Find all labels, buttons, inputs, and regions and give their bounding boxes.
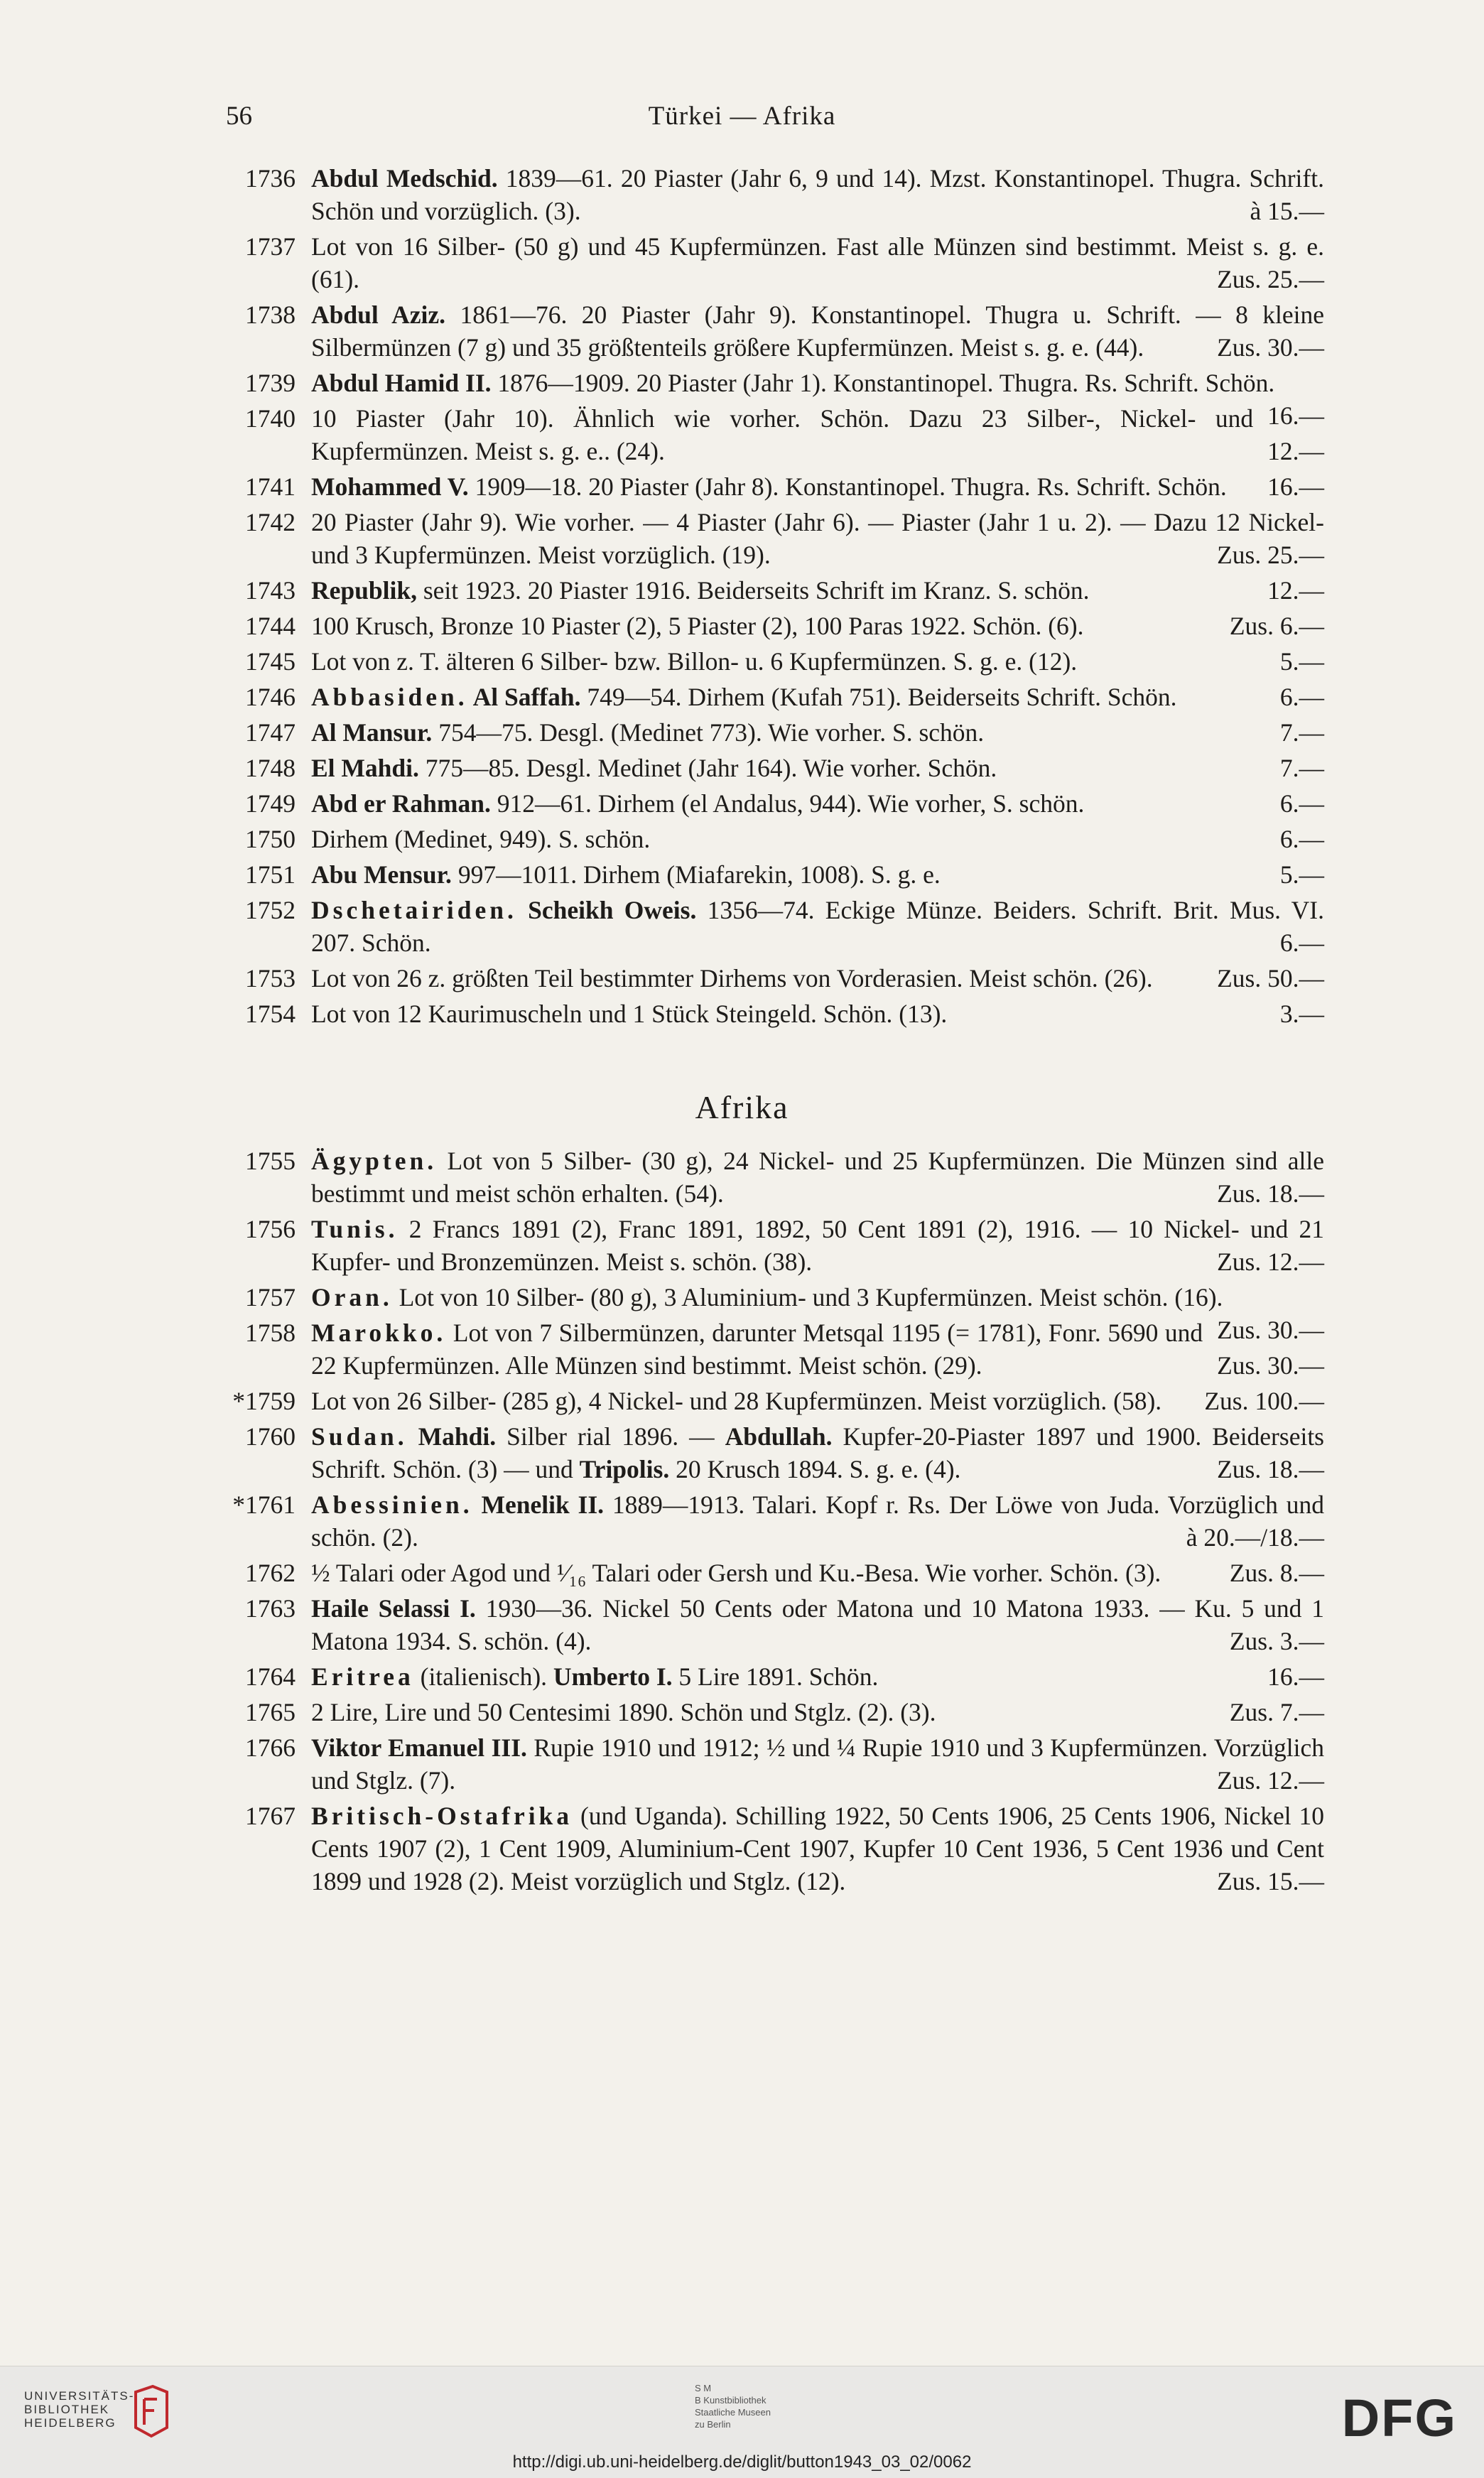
- lot-price: 5.—: [1279, 860, 1324, 889]
- lot-description: [311, 367, 1324, 430]
- lot-text: Lot von 26 z. größten Teil bestimmter Dirhems von Vorderasien. Meist schön. (26).: [311, 964, 1153, 992]
- lot-heading: Republik,: [311, 576, 417, 605]
- lot-description: [311, 298, 1324, 364]
- lot-heading: Viktor Emanuel III.: [311, 1733, 527, 1762]
- lot-entry: [245, 752, 1324, 784]
- lot-description: [311, 1731, 1324, 1797]
- footer-bar: [0, 2366, 1484, 2478]
- dfg-logo: DFG: [1341, 2388, 1457, 2447]
- lot-price: 6.—: [1279, 789, 1324, 818]
- lot-text: Dirhem (Medinet, 949). S. schön.: [311, 825, 651, 853]
- lot-number: 1752: [245, 896, 296, 924]
- lot-text: Lot von 12 Kaurimuscheln und 1 Stück Steingeld. Schön. (13).: [311, 1000, 948, 1028]
- lot-price: Zus. 18.—: [1217, 1455, 1324, 1483]
- lot-heading: Abdul Hamid II.: [311, 369, 492, 397]
- lot-price: 16.—: [1267, 472, 1324, 501]
- lot-text: ½ Talari oder Agod und ¹⁄₁₆ Talari oder Gersh und Ku.-Besa. Wie vorher. Schön. (3).: [311, 1559, 1161, 1587]
- lot-text: 1356—74. Eckige Münze. Beiders. Schrift. Brit. Mus. VI. 207. Schön.: [311, 896, 1324, 957]
- lot-text: 1861—76. 20 Piaster (Jahr 9). Konstantinopel. Thugra u. Schrift. — 8 kleine Silbermünzen (7 g) und 35 größtenteils größere Kupfermünzen. Meist s. g. e. (44).: [311, 301, 1324, 362]
- lot-description: [311, 610, 1324, 642]
- lot-number: 1766: [245, 1733, 296, 1762]
- lot-number: 1749: [245, 789, 296, 818]
- lot-description: [311, 506, 1324, 571]
- lot-price: Zus. 7.—: [1229, 1698, 1324, 1726]
- lot-price: 16.—: [1267, 401, 1324, 430]
- lot-text: 754—75. Desgl. (Medinet 773). Wie vorher. S. schön.: [432, 718, 985, 747]
- lot-number: 1743: [245, 576, 296, 605]
- lot-heading: Mahdi.: [407, 1422, 497, 1451]
- lot-entry: [245, 823, 1324, 855]
- lot-entry: [245, 1557, 1324, 1589]
- lot-text: 5 Lire 1891. Schön.: [672, 1662, 879, 1691]
- lot-heading: Abdul Medschid.: [311, 164, 498, 193]
- lot-text: 1930—36. Nickel 50 Cents oder Matona und 10 Matona 1933. — Ku. 5 und 1 Matona 1934. S. schön. (4).: [311, 1594, 1324, 1655]
- lot-entry: [245, 1316, 1324, 1382]
- lot-entry: [232, 1385, 1324, 1417]
- lot-number: 1744: [245, 612, 296, 640]
- lot-entry: [245, 506, 1324, 571]
- lot-entry: [245, 962, 1324, 995]
- lot-text: 775—85. Desgl. Medinet (Jahr 164). Wie vorher. Schön.: [418, 754, 997, 782]
- lot-description: [311, 894, 1324, 959]
- lot-price: Zus. 15.—: [1217, 1867, 1324, 1895]
- permalink-url[interactable]: http://digi.ub.uni-heidelberg.de/diglit/button1943_03_02/0062: [512, 2452, 972, 2472]
- lot-heading: Haile Selassi I.: [311, 1594, 476, 1623]
- lot-number: *1761: [232, 1490, 296, 1519]
- lot-price: Zus. 12.—: [1217, 1766, 1324, 1795]
- lot-price: 5.—: [1279, 647, 1324, 676]
- lot-region: Eritrea: [311, 1662, 414, 1691]
- lot-price: 12.—: [1267, 576, 1324, 605]
- lot-price: 6.—: [1279, 929, 1324, 957]
- lot-entry: [232, 1488, 1324, 1554]
- lot-entry: [245, 858, 1324, 891]
- lot-entry: [245, 1420, 1324, 1486]
- lot-text: 2 Lire, Lire und 50 Centesimi 1890. Schön und Stglz. (2). (3).: [311, 1698, 936, 1726]
- lot-entry: [245, 787, 1324, 820]
- lot-price: 7.—: [1279, 754, 1324, 782]
- lots-turkey: [0, 162, 1484, 1033]
- lot-text: 10 Piaster (Jahr 10). Ähnlich wie vorher. Schön. Dazu 23 Silber-, Nickel- und Kupfermünzen. Meist s. g. e.. (24).: [311, 404, 1254, 465]
- lot-entry: [245, 894, 1324, 959]
- lot-heading: Menelik II.: [472, 1490, 605, 1519]
- lot-number: 1765: [245, 1698, 296, 1726]
- lot-entry: [245, 162, 1324, 227]
- lot-number: 1753: [245, 964, 296, 992]
- lot-text: seit 1923. 20 Piaster 1916. Beiderseits Schrift im Kranz. S. schön.: [416, 576, 1090, 605]
- lot-number: 1738: [245, 301, 296, 329]
- lot-number: 1756: [245, 1215, 296, 1243]
- lot-heading: Umberto I.: [553, 1662, 673, 1691]
- lot-number: 1740: [245, 404, 296, 433]
- lot-entry: [245, 1213, 1324, 1278]
- lot-region: Abbasiden.: [311, 683, 468, 711]
- lot-description: [311, 645, 1324, 678]
- lot-description: [311, 1316, 1324, 1382]
- lot-price: Zus. 100.—: [1204, 1387, 1324, 1415]
- lot-heading: El Mahdi.: [311, 754, 419, 782]
- lot-number: 1754: [245, 1000, 296, 1028]
- lot-description: [311, 787, 1324, 820]
- lot-region: Tunis.: [311, 1215, 399, 1243]
- lot-description: [311, 1145, 1324, 1210]
- lot-text: 749—54. Dirhem (Kufah 751). Beiderseits Schrift. Schön.: [580, 683, 1177, 711]
- lot-region: Marokko.: [311, 1319, 447, 1347]
- lot-price: à 15.—: [1250, 197, 1324, 225]
- lot-text: Lot von 7 Silbermünzen, darunter Metsqal 1195 (= 1781), Fonr. 5690 und 22 Kupfermünzen. Alle Münzen sind bestimmt. Meist schön. (29).: [311, 1319, 1203, 1380]
- lot-price: 6.—: [1279, 825, 1324, 853]
- lot-text: 1876—1909. 20 Piaster (Jahr 1). Konstantinopel. Thugra. Rs. Schrift. Schön.: [491, 369, 1275, 397]
- lot-text: 20 Piaster (Jahr 9). Wie vorher. — 4 Piaster (Jahr 6). — Piaster (Jahr 1 u. 2). — Dazu 12 Nickel- und 3 Kupfermünzen. Meist vorzüglich. (19).: [311, 508, 1324, 569]
- lot-description: [311, 962, 1324, 995]
- lot-description: [311, 1800, 1324, 1898]
- lot-description: [311, 823, 1324, 855]
- lot-heading: Mohammed V.: [311, 472, 469, 501]
- lot-description: [311, 230, 1324, 296]
- lot-text: 1889—1913. Talari. Kopf r. Rs. Der Löwe von Juda. Vorzüglich und schön. (2).: [311, 1490, 1324, 1552]
- lot-price: 3.—: [1279, 1000, 1324, 1028]
- lot-price: 7.—: [1279, 718, 1324, 747]
- running-title: Türkei — Afrika: [648, 102, 836, 131]
- lot-text: 2 Francs 1891 (2), Franc 1891, 1892, 50 Cent 1891 (2), 1916. — 10 Nickel- und 21 Kupfer- und Bronzemünzen. Meist s. schön. (38).: [311, 1215, 1324, 1276]
- lot-text: Lot von 10 Silber- (80 g), 3 Aluminium- und 3 Kupfermünzen. Meist schön. (16).: [392, 1283, 1223, 1311]
- lot-entry: [245, 716, 1324, 749]
- university-logo-icon: [131, 2384, 171, 2440]
- lot-list: [0, 162, 1484, 1900]
- lot-entry: [245, 1592, 1324, 1657]
- lot-description: [311, 1420, 1324, 1486]
- lot-region: Ägypten.: [311, 1147, 438, 1175]
- lot-price: Zus. 12.—: [1217, 1248, 1324, 1276]
- lot-text: (und Uganda). Schilling 1922, 50 Cents 1906, 25 Cents 1906, Nickel 10 Cents 1907 (2), 1 Cent 1909, Aluminium-Cent 1907, Kupfer 10 Cent 1936, 5 Cent 1936 und Cent 1899 und 1928 (2). Meist vorzüglich und Stglz. (12).: [311, 1802, 1324, 1895]
- lot-region: Abessinien.: [311, 1490, 473, 1519]
- lot-description: [311, 1213, 1324, 1278]
- lot-price: Zus. 50.—: [1217, 964, 1324, 992]
- lot-price: Zus. 30.—: [1217, 1316, 1324, 1344]
- lot-heading: Abu Mensur.: [311, 860, 452, 889]
- lot-region: Sudan.: [311, 1422, 408, 1451]
- lot-entry: [245, 298, 1324, 364]
- lot-text: Lot von 26 Silber- (285 g), 4 Nickel- und 28 Kupfermünzen. Meist vorzüglich. (58).: [311, 1387, 1162, 1415]
- lot-number: 1762: [245, 1559, 296, 1587]
- university-library-name: UNIVERSITÄTS- BIBLIOTHEK HEIDELBERG: [24, 2389, 135, 2430]
- lot-heading: Scheikh Oweis.: [516, 896, 697, 924]
- lot-text: Kupfer-20-Piaster 1897 und 1900. Beiderseits Schrift. Schön. (3) — und: [311, 1422, 1324, 1483]
- lot-entry: [245, 470, 1324, 503]
- lot-entry: [245, 1800, 1324, 1898]
- lot-number: 1739: [245, 369, 296, 397]
- lot-entry: [245, 610, 1324, 642]
- lot-text: Silber rial 1896. —: [496, 1422, 725, 1451]
- lot-number: 1750: [245, 825, 296, 853]
- lot-number: 1757: [245, 1283, 296, 1311]
- lot-number: 1741: [245, 472, 296, 501]
- lot-text: Lot von 16 Silber- (50 g) und 45 Kupfermünzen. Fast alle Münzen sind bestimmt. Meist s. g. e. (61).: [311, 232, 1324, 293]
- lot-text: Rupie 1910 und 1912; ½ und ¼ Rupie 1910 und 3 Kupfermünzen. Vorzüglich und Stglz. (7).: [311, 1733, 1324, 1795]
- lot-text: 1909—18. 20 Piaster (Jahr 8). Konstantinopel. Thugra. Rs. Schrift. Schön.: [468, 472, 1227, 501]
- lot-entry: [245, 574, 1324, 607]
- lot-number: *1759: [232, 1387, 296, 1415]
- lot-description: [311, 402, 1324, 467]
- lot-number: 1737: [245, 232, 296, 261]
- lot-region: Dschetairiden.: [311, 896, 517, 924]
- lot-price: Zus. 25.—: [1217, 541, 1324, 569]
- lot-description: [311, 1488, 1324, 1554]
- lot-region: Britisch-Ostafrika: [311, 1802, 573, 1830]
- lot-entry: [245, 1660, 1324, 1693]
- lot-price: Zus. 6.—: [1229, 612, 1324, 640]
- lot-entry: [245, 997, 1324, 1030]
- lot-heading: Abd er Rahman.: [311, 789, 491, 818]
- lot-heading: Al Saffah.: [467, 683, 581, 711]
- section-title-afrika: Afrika: [695, 1089, 789, 1125]
- lot-heading: Al Mansur.: [311, 718, 433, 747]
- lot-description: [311, 858, 1324, 891]
- lot-entry: [245, 230, 1324, 296]
- lot-text: 1839—61. 20 Piaster (Jahr 6, 9 und 14). Mzst. Konstantinopel. Thugra. Schrift. Schön und vorzüglich. (3).: [311, 164, 1324, 225]
- lot-description: [311, 1557, 1324, 1589]
- lot-description: [311, 162, 1324, 227]
- page-number: 56: [226, 102, 252, 131]
- lot-description: [311, 681, 1324, 713]
- lot-price: 16.—: [1267, 1662, 1324, 1691]
- lot-number: 1745: [245, 647, 296, 676]
- lot-price: Zus. 18.—: [1217, 1179, 1324, 1208]
- lot-number: 1760: [245, 1422, 296, 1451]
- lot-text: 20 Krusch 1894. S. g. e. (4).: [669, 1455, 961, 1483]
- lots-africa: [0, 1145, 1484, 1900]
- lot-description: [311, 1385, 1324, 1417]
- lot-entry: [245, 1145, 1324, 1210]
- lot-region: Oran.: [311, 1283, 393, 1311]
- lot-number: 1736: [245, 164, 296, 193]
- lot-text: 912—61. Dirhem (el Andalus, 944). Wie vorher, S. schön.: [490, 789, 1085, 818]
- lot-heading: Abdullah.: [725, 1422, 833, 1451]
- lot-entry: [245, 681, 1324, 713]
- lot-description: [311, 1660, 1324, 1693]
- page-header: [0, 101, 1484, 136]
- lot-text: 100 Krusch, Bronze 10 Piaster (2), 5 Piaster (2), 100 Paras 1922. Schön. (6).: [311, 612, 1084, 640]
- lot-price: 6.—: [1279, 683, 1324, 711]
- lot-entry: [245, 1731, 1324, 1797]
- lot-price: 12.—: [1267, 437, 1324, 465]
- lot-description: [311, 716, 1324, 749]
- lot-price: Zus. 30.—: [1217, 1351, 1324, 1380]
- lot-text: Lot von z. T. älteren 6 Silber- bzw. Billon- u. 6 Kupfermünzen. S. g. e. (12).: [311, 647, 1078, 676]
- lot-price: Zus. 3.—: [1229, 1627, 1324, 1655]
- lot-price: à 20.—/18.—: [1186, 1523, 1324, 1552]
- lot-description: [311, 470, 1324, 503]
- lot-price: Zus. 25.—: [1217, 265, 1324, 293]
- lot-description: [311, 1592, 1324, 1657]
- lot-number: 1755: [245, 1147, 296, 1175]
- lot-heading: Tripolis.: [579, 1455, 670, 1483]
- lot-description: [311, 574, 1324, 607]
- lot-number: 1742: [245, 508, 296, 536]
- library-stamp: S M B Kunstbibliothek Staatliche Museen zu Berlin: [695, 2383, 771, 2430]
- lot-description: [311, 1696, 1324, 1728]
- lot-number: 1748: [245, 754, 296, 782]
- lot-price: Zus. 8.—: [1229, 1559, 1324, 1587]
- lot-number: 1746: [245, 683, 296, 711]
- lot-number: 1747: [245, 718, 296, 747]
- lot-number: 1764: [245, 1662, 296, 1691]
- lot-number: 1767: [245, 1802, 296, 1830]
- lot-price: Zus. 30.—: [1217, 333, 1324, 362]
- lot-number: 1751: [245, 860, 296, 889]
- lot-description: [311, 752, 1324, 784]
- lot-number: 1758: [245, 1319, 296, 1347]
- lot-number: 1763: [245, 1594, 296, 1623]
- lot-description: [311, 997, 1324, 1030]
- lot-heading: Abdul Aziz.: [311, 301, 446, 329]
- lot-text: 997—1011. Dirhem (Miafarekin, 1008). S. g. e.: [451, 860, 941, 889]
- lot-entry: [245, 1696, 1324, 1728]
- lot-entry: [245, 402, 1324, 467]
- lot-text: (italienisch).: [413, 1662, 553, 1691]
- lot-entry: [245, 645, 1324, 678]
- lot-text: Lot von 5 Silber- (30 g), 24 Nickel- und 25 Kupfermünzen. Die Münzen sind alle bestimmt und meist schön erhalten. (54).: [311, 1147, 1324, 1208]
